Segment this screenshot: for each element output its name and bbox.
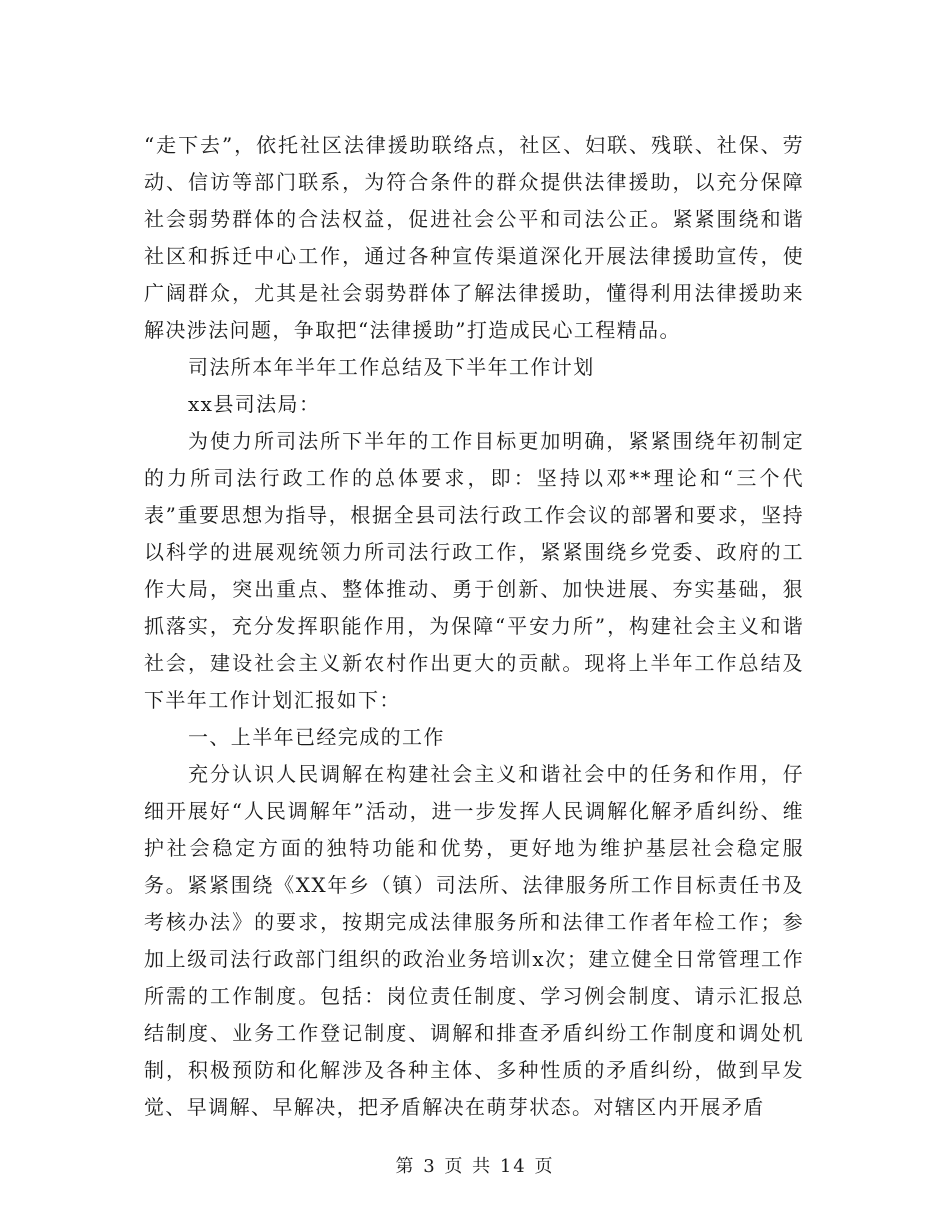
paragraph: 为使力所司法所下半年的工作目标更加明确，紧紧围绕年初制定的力所司法行政工作的总体要求，即：坚持以邓**理论和“三个代表”重要思想为指导，根据全县司法行政工作会议的部署和要求，坚持以科学的进展观统领力所司法行政工作，紧紧围绕乡党委、政府的工作大局，突出重点、整体推动、勇于创新、加快进展、夯实基础，狠抓落实，充分发挥职能作用，为保障“平安力所”，构建社会主义和谐社会，建设社会主义新农村作出更大的贡献。现将上半年工作总结及下半年工作计划汇报如下： (144, 429, 804, 712)
section-title: 司法所本年半年工作总结及下半年工作计划 (188, 355, 595, 379)
document-body (144, 127, 804, 1126)
addressee: xx县司法局： (188, 392, 321, 416)
paragraph: “走下去”，依托社区法律援助联络点，社区、妇联、残联、社保、劳动、信访等部门联系，为符合条件的群众提供法律援助，以充分保障社会弱势群体的合法权益，促进社会公平和司法公正。紧紧围绕和谐社区和拆迁中心工作，通过各种宣传渠道深化开展法律援助宣传，使广阔群众，尤其是社会弱势群体了解法律援助，懂得利用法律援助来解决涉法问题，争取把“法律援助”打造成民心工程精品。 (144, 133, 804, 342)
paragraph: 充分认识人民调解在构建社会主义和谐社会中的任务和作用，仔细开展好“人民调解年”活动，进一步发挥人民调解化解矛盾纠纷、维护社会稳定方面的独特功能和优势，更好地为维护基层社会稳定服务。紧紧围绕《XX年乡（镇）司法所、法律服务所工作目标责任书及考核办法》的要求，按期完成法律服务所和法律工作者年检工作；参加上级司法行政部门组织的政治业务培训x次；建立健全日常管理工作所需的工作制度。包括：岗位责任制度、学习例会制度、请示汇报总结制度、业务工作登记制度、调解和排查矛盾纠纷工作制度和调处机制，积极预防和化解涉及各种主体、多种性质的矛盾纠纷，做到早发觉、早调解、早解决，把矛盾解决在萌芽状态。对辖区内开展矛盾 (144, 762, 804, 1119)
page-footer: 第 3 页 共 14 页 (395, 1156, 555, 1177)
section-heading: 一、上半年已经完成的工作 (188, 725, 445, 749)
